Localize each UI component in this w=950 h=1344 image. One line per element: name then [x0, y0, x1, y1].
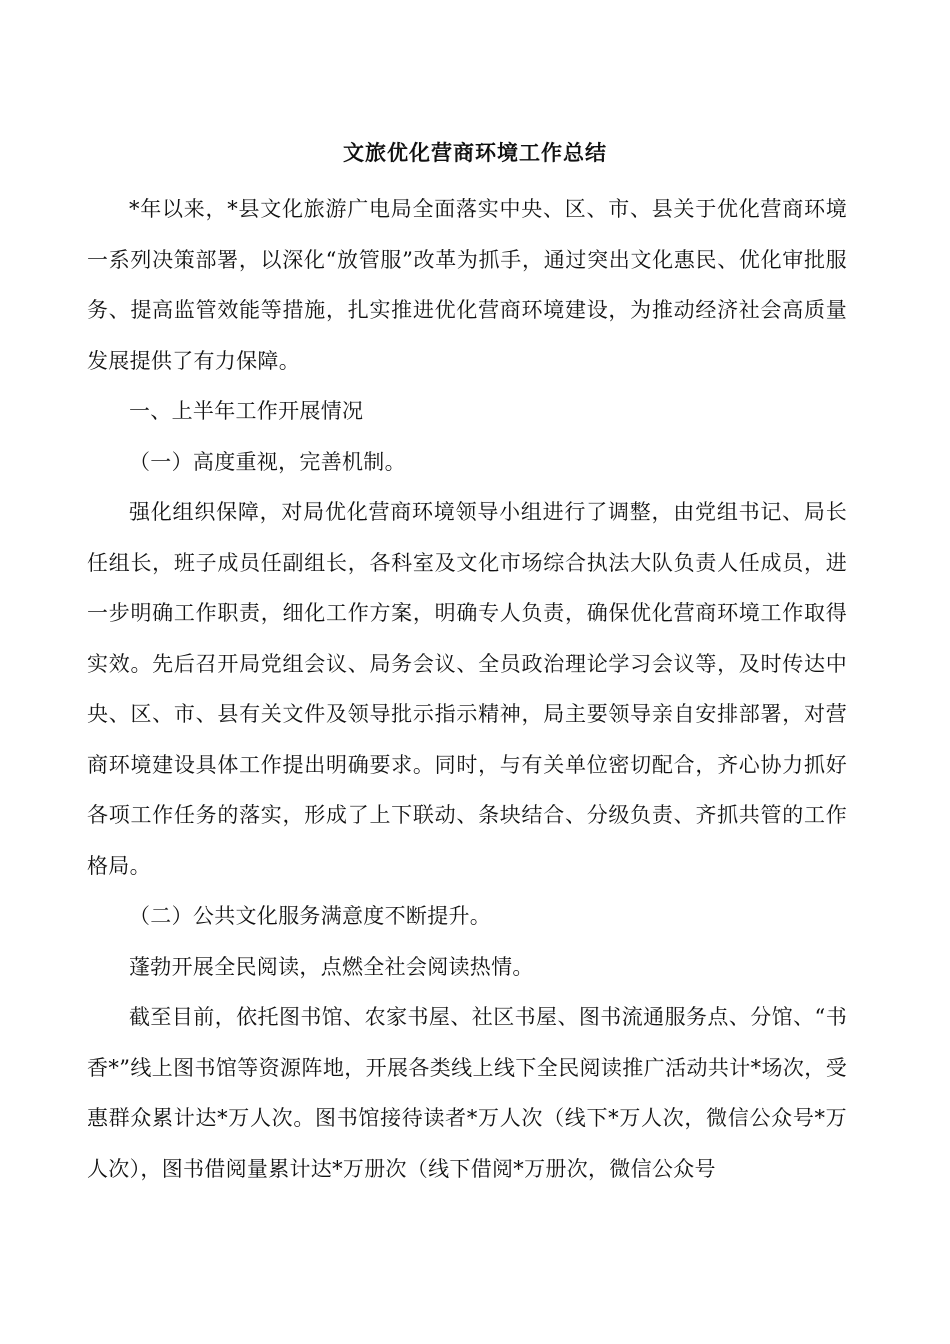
subsection-heading-1: （一）高度重视，完善机制。: [129, 449, 406, 474]
paragraph-reading-details: 截至目前，依托图书馆、农家书屋、社区书屋、图书流通服务点、分馆、“书香*”线上图书馆等资源阵地，开展各类线上线下全民阅读推广活动共计*场次，受惠群众累计达*万人次。图书馆接待读者*万人次（线下*万人次，微信公众号*万人次），图书借阅量累计达*万册次（线下借阅*万册次，微信公众号: [87, 1005, 847, 1181]
paragraph-intro: *年以来，*县文化旅游广电局全面落实中央、区、市、县关于优化营商环境一系列决策部署，以深化“放管服”改革为抓手，通过突出文化惠民、优化审批服务、提高监管效能等措施，扎实推进优化营商环境建设，为推动经济社会高质量发展提供了有力保障。: [87, 197, 847, 373]
section-heading-1: 一、上半年工作开展情况: [129, 399, 364, 423]
paragraph-organization: 强化组织保障，对局优化营商环境领导小组进行了调整，由党组书记、局长任组长，班子成员任副组长，各科室及文化市场综合执法大队负责人任成员，进一步明确工作职责，细化工作方案，明确专人负责，确保优化营商环境工作取得实效。先后召开局党组会议、局务会议、全员政治理论学习会议等，及时传达中央、区、市、县有关文件及领导批示指示精神，局主要领导亲自安排部署，对营商环境建设具体工作提出明确要求。同时，与有关单位密切配合，齐心协力抓好各项工作任务的落实，形成了上下联动、条块结合、分级负责、齐抓共管的工作格局。: [87, 500, 847, 878]
document-title: 文旅优化营商环境工作总结: [343, 140, 607, 165]
paragraph-reading-lead: 蓬勃开展全民阅读，点燃全社会阅读热情。: [129, 954, 534, 979]
subsection-heading-2: （二）公共文化服务满意度不断提升。: [129, 904, 492, 928]
document-body: [87, 184, 847, 1194]
